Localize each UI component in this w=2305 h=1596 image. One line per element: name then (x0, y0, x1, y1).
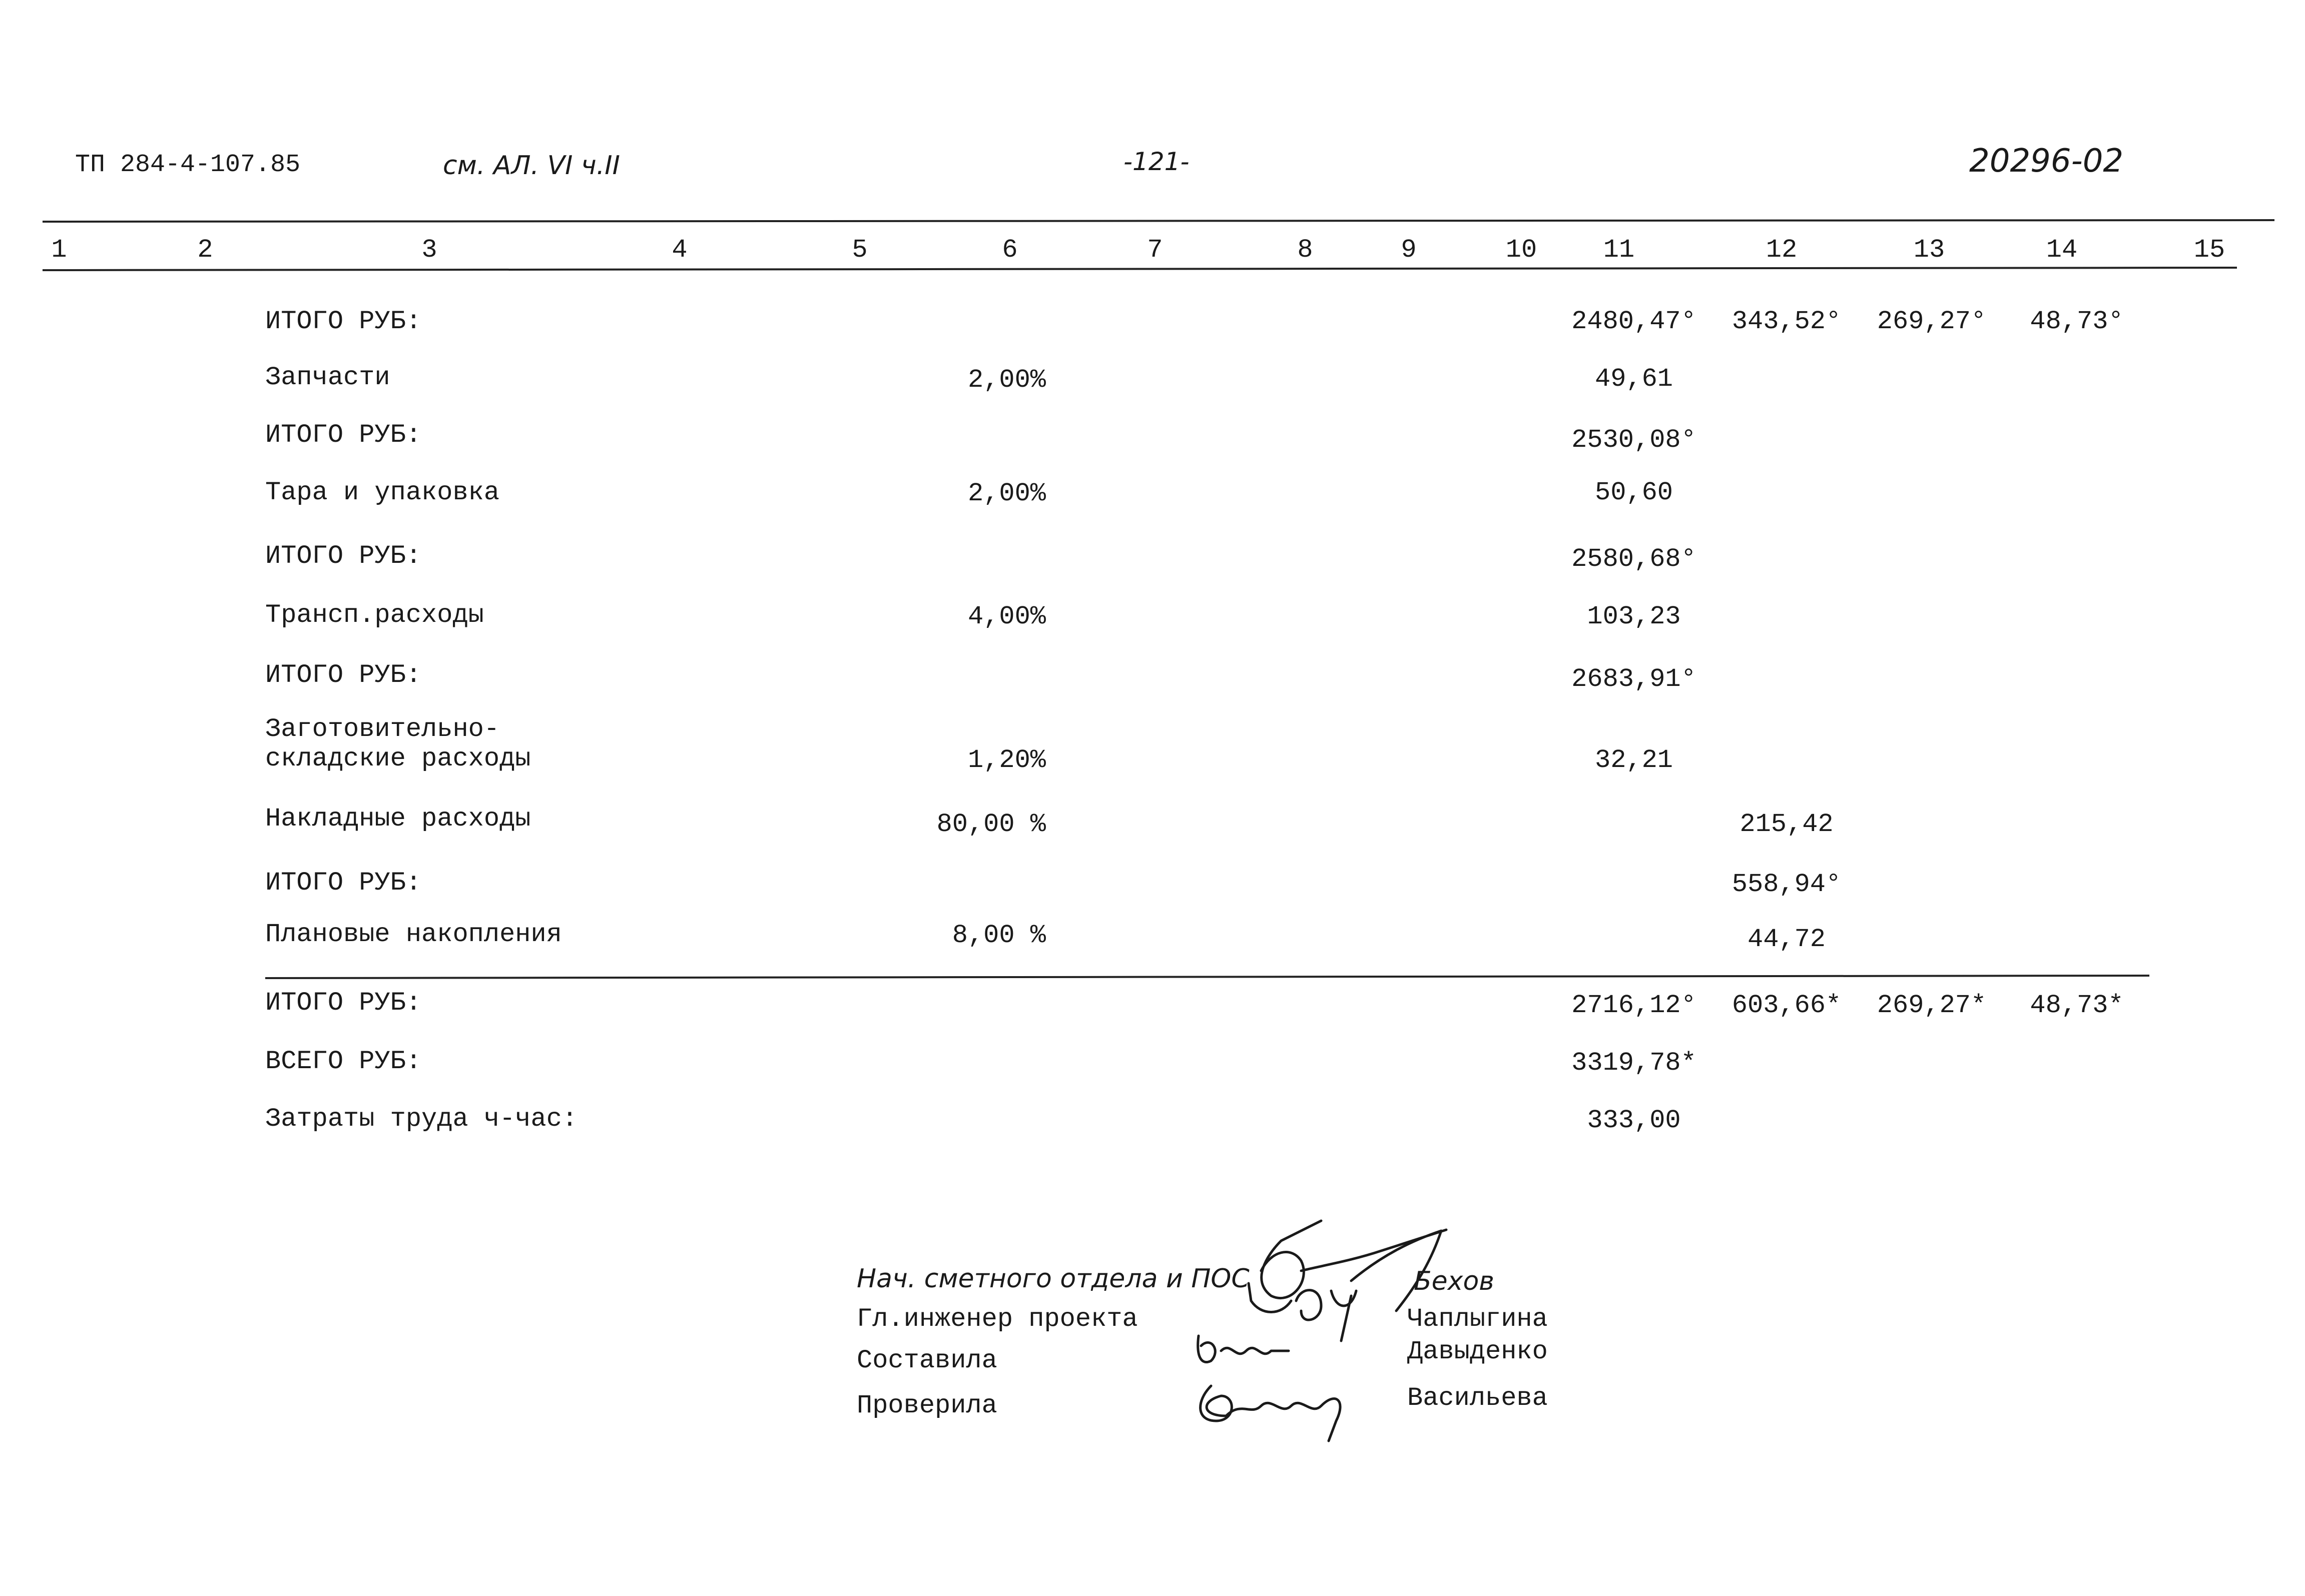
col-num: 2 (197, 235, 213, 265)
signature-name: Бехов (1414, 1266, 1494, 1296)
col-num: 1 (51, 235, 67, 265)
cell-col11: 2480,47° (1571, 307, 1696, 336)
signature-role: Гл.инженер проекта (857, 1304, 1138, 1334)
col-num: 4 (672, 235, 688, 265)
doc-code: ТП 284-4-107.85 (75, 151, 301, 179)
cell-col14: 48,73° (2030, 307, 2124, 336)
signature-role: Проверила (857, 1391, 997, 1420)
cell-rate: 4,00% (967, 602, 1046, 631)
cell-col12: 215,42 (1740, 810, 1834, 839)
cell-col11: 50,60 (1594, 478, 1673, 507)
cell-col11: 2683,91° (1571, 664, 1696, 694)
cell-col12: 343,52° (1732, 307, 1842, 336)
col-num: 10 (1505, 235, 1537, 265)
row-label: ИТОГО РУБ: (265, 660, 422, 690)
row-label: Трансп.расходы (265, 600, 484, 630)
row-label: ИТОГО РУБ: (265, 988, 422, 1018)
col-num: 5 (852, 235, 868, 265)
cell-col11: 103,23 (1587, 602, 1681, 631)
cell-col12: 44,72 (1747, 925, 1826, 954)
cell-rate: 2,00% (967, 365, 1046, 395)
signature-name: Давыденко (1407, 1337, 1548, 1366)
row-label: Тара и упаковка (265, 478, 500, 507)
page-number: -121- (1123, 147, 1190, 176)
cell-col13: 269,27° (1877, 307, 1987, 336)
row-label: Плановые накопления (265, 920, 562, 949)
col-num: 14 (2046, 235, 2078, 265)
col-num: 9 (1401, 235, 1417, 265)
col-num: 13 (1913, 235, 1945, 265)
cell-col11: 3319,78* (1571, 1048, 1696, 1078)
col-num: 11 (1603, 235, 1635, 265)
row-label-line2: складские расходы (265, 744, 531, 773)
cell-col13: 269,27* (1877, 991, 1987, 1020)
row-label: Заготовительно- (265, 714, 500, 744)
col-num: 6 (1002, 235, 1018, 265)
ref-note: см. АЛ. VI ч.II (443, 151, 620, 181)
col-num: 15 (2193, 235, 2225, 265)
cell-col11: 49,61 (1594, 364, 1673, 394)
signature-name: Васильева (1407, 1383, 1548, 1413)
cell-col12: 558,94° (1732, 870, 1842, 899)
row-label: Запчасти (265, 363, 390, 392)
cell-col11: 2530,08° (1571, 425, 1696, 455)
cell-col11: 333,00 (1587, 1106, 1681, 1135)
col-num: 12 (1766, 235, 1798, 265)
row-label: Накладные расходы (265, 804, 531, 834)
cell-rate: 2,00% (967, 479, 1046, 508)
cell-col11: 32,21 (1594, 745, 1673, 775)
cell-col11: 2580,68° (1571, 544, 1696, 574)
cell-col11: 2716,12° (1571, 991, 1696, 1020)
row-label: ИТОГО РУБ: (265, 868, 422, 898)
signature-name: Чаплыгина (1407, 1304, 1548, 1334)
row-label: ИТОГО РУБ: (265, 541, 422, 571)
cell-rate: 1,20% (967, 745, 1046, 775)
row-label: ИТОГО РУБ: (265, 307, 422, 336)
cell-col14: 48,73* (2030, 991, 2124, 1020)
archive-number: 20296-02 (1969, 143, 2124, 180)
signature-role: Нач. сметного отдела и ПОС (857, 1264, 1250, 1294)
col-num: 7 (1147, 235, 1163, 265)
cell-rate: 80,00 % (936, 810, 1046, 839)
row-label: Затраты труда ч-час: (265, 1104, 578, 1134)
row-label: ВСЕГО РУБ: (265, 1047, 422, 1076)
col-num: 8 (1297, 235, 1313, 265)
cell-rate: 8,00 % (952, 921, 1046, 950)
row-label: ИТОГО РУБ: (265, 420, 422, 450)
col-num: 3 (421, 235, 437, 265)
cell-col12: 603,66* (1732, 991, 1842, 1020)
signature-role: Составила (857, 1346, 997, 1375)
